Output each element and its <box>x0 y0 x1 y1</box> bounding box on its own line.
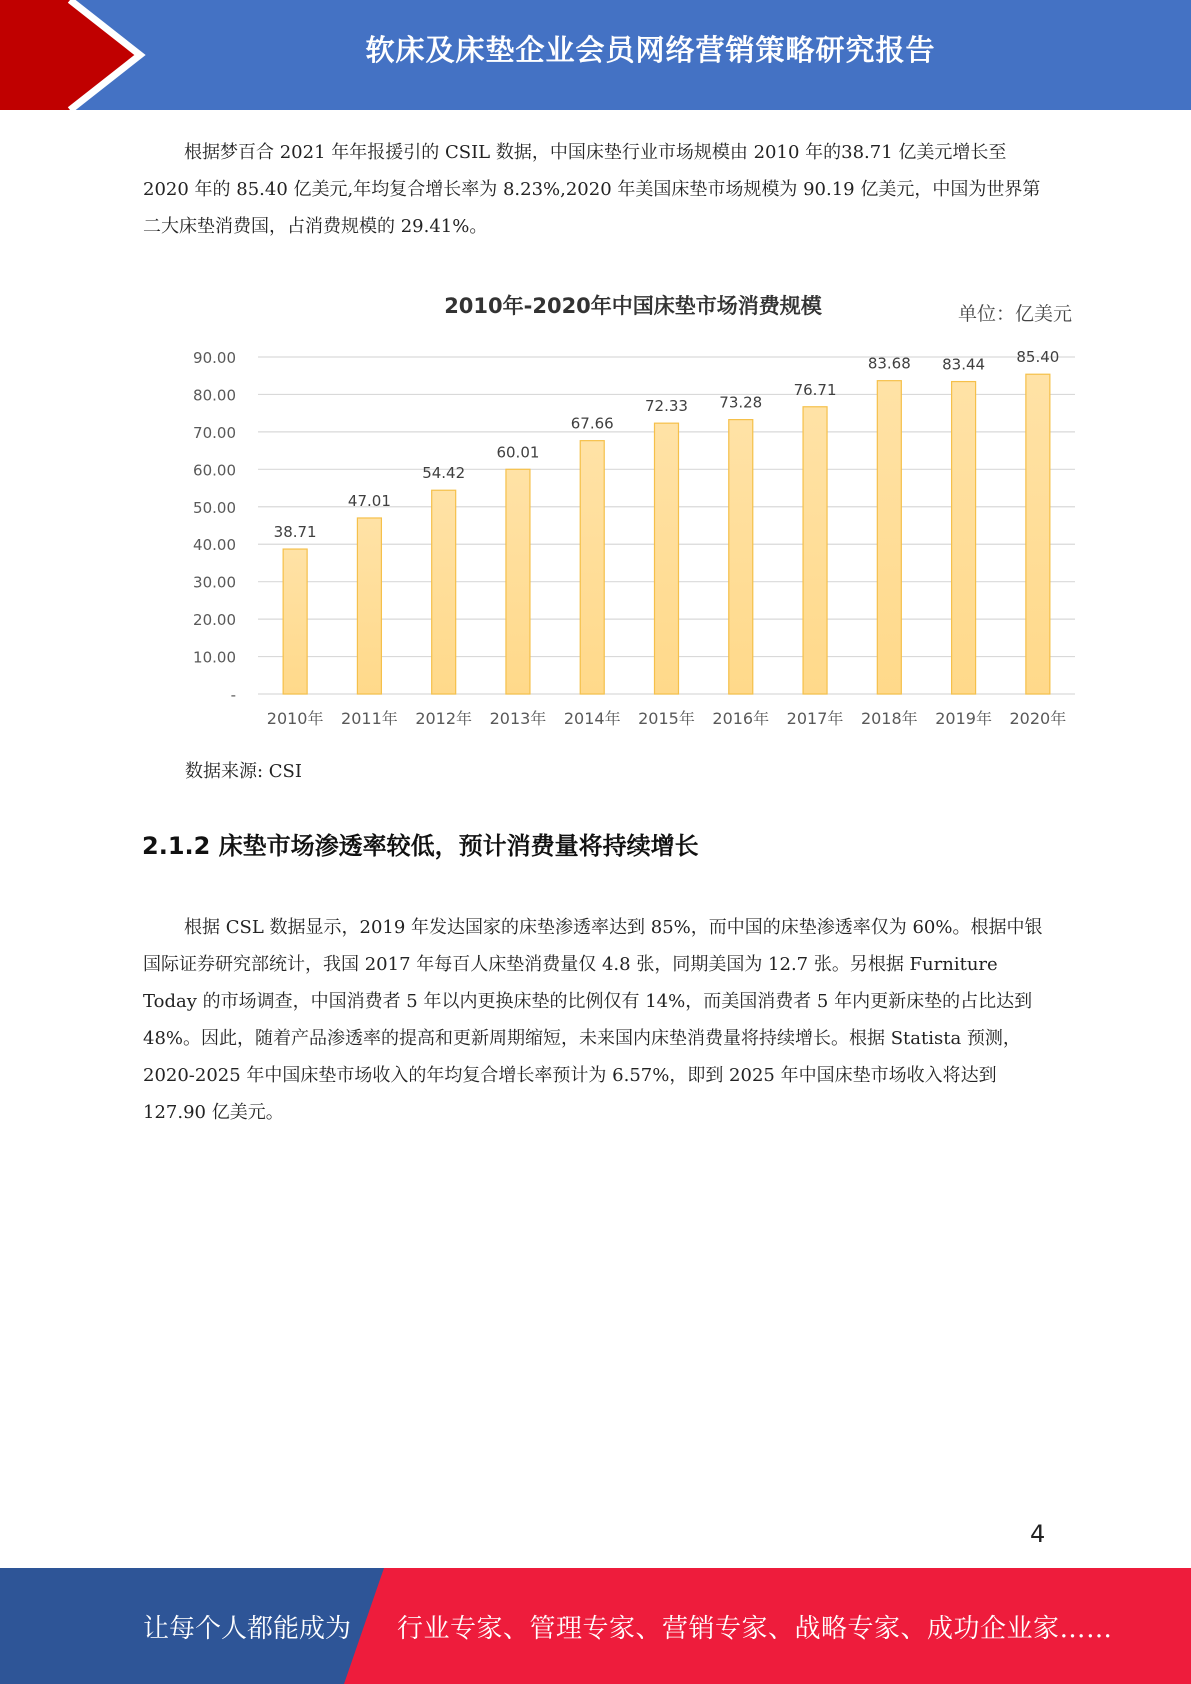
x-tick-label: 2016年 <box>712 709 770 728</box>
y-tick-label: 50.00 <box>193 498 236 517</box>
x-tick-label: 2020年 <box>1009 709 1067 728</box>
bar-2016年 <box>729 420 753 694</box>
chart-x-axis-ticks <box>267 709 1066 728</box>
y-tick-label: - <box>230 686 236 704</box>
chart-unit-label: 单位：亿美元 <box>957 303 1072 325</box>
x-tick-label: 2011年 <box>341 709 398 728</box>
footer-slogan-left: 让每个人都能成为 <box>143 1614 352 1644</box>
y-tick-label: 90.00 <box>193 349 236 367</box>
x-tick-label: 2012年 <box>415 709 473 728</box>
data-source-note: 数据来源: CSI <box>185 761 302 782</box>
data-label: 38.71 <box>273 523 317 542</box>
section-paragraph: 根据 CSL 数据显示，2019 年发达国家的床垫渗透率达到 85%，而中国的床垫渗透率仅为 60%。根据中银国际证券研究部统计，我国 2017 年每百人床垫消费量仅 4.8 张，同期美国为 12.7 张。另根据 Furniture Today 的市场调查，中国消费者 5 年以内更换床垫的比例仅有 14%，而美国消费者 5 年内更新床垫的占比达到 48%。因此，随着产品渗透率的提高和更新周期缩短，未来国内床垫消费量将持续增长。根据 Statista 预测，2020-2025 年中国床垫市场收入的年均复合增长率预计为 6.57%，即到 2025 年中国床垫市场收入将达到 127.90 亿美元。 <box>143 917 1043 1123</box>
x-tick-label: 2019年 <box>935 709 992 728</box>
data-label: 83.68 <box>867 354 911 373</box>
x-tick-label: 2018年 <box>860 709 918 728</box>
header-red-chevron <box>0 0 140 110</box>
chart-y-axis-ticks <box>193 349 236 704</box>
x-tick-label: 2013年 <box>489 709 547 728</box>
bar-2018年 <box>877 381 901 694</box>
data-label: 67.66 <box>570 414 614 433</box>
header-title: 软床及床垫企业会员网络营销策略研究报告 <box>365 33 936 67</box>
header-chevron-graphic <box>0 0 160 110</box>
chart-bars <box>283 374 1050 694</box>
bar-2010年 <box>283 549 307 694</box>
section-paragraph-block <box>143 909 1048 1131</box>
y-tick-label: 10.00 <box>193 648 236 667</box>
data-label: 60.01 <box>496 443 540 462</box>
data-label: 54.42 <box>422 464 466 483</box>
data-label: 76.71 <box>793 380 837 399</box>
data-label: 73.28 <box>719 393 763 412</box>
bar-2017年 <box>803 407 827 694</box>
chart-title: 2010年-2020年中国床垫市场消费规模 <box>444 294 822 318</box>
y-tick-label: 80.00 <box>193 386 236 405</box>
y-tick-label: 20.00 <box>193 611 236 630</box>
intro-paragraph: 根据梦百合 2021 年年报援引的 CSIL 数据，中国床垫行业市场规模由 2010 年的38.71 亿美元增长至 2020 年的 85.40 亿美元,年均复合增长率为 8.23%,2020 年美国床垫市场规模为 90.19 亿美元，中国为世界第二大床垫消费国，占消费规模的 29.41%。 <box>143 142 1041 237</box>
footer-slogan-right: 行业专家、管理专家、营销专家、战略专家、成功企业家…… <box>397 1614 1113 1644</box>
section-heading: 2.1.2 床垫市场渗透率较低，预计消费量将持续增长 <box>142 832 699 860</box>
y-tick-label: 70.00 <box>193 423 236 442</box>
bar-2011年 <box>357 518 381 694</box>
bar-2012年 <box>432 490 456 694</box>
y-tick-label: 30.00 <box>193 573 236 592</box>
y-tick-label: 40.00 <box>193 536 236 555</box>
data-label: 85.40 <box>1016 348 1060 367</box>
page-footer <box>0 1568 1191 1684</box>
bar-2019年 <box>952 382 976 694</box>
bar-2015年 <box>655 423 679 694</box>
y-tick-label: 60.00 <box>193 461 236 480</box>
intro-paragraph-block <box>143 134 1048 245</box>
bar-2014年 <box>580 441 604 694</box>
x-tick-label: 2014年 <box>563 709 621 728</box>
page-header <box>0 0 1191 110</box>
x-tick-label: 2015年 <box>638 709 695 728</box>
data-label: 47.01 <box>347 491 391 510</box>
x-tick-label: 2017年 <box>786 709 844 728</box>
data-label: 72.33 <box>645 397 688 416</box>
bar-2013年 <box>506 469 530 694</box>
page-number: 4 <box>1030 1520 1046 1548</box>
data-label: 83.44 <box>942 355 986 374</box>
market-size-bar-chart <box>170 290 1090 740</box>
bar-2020年 <box>1026 374 1050 694</box>
x-tick-label: 2010年 <box>266 709 324 728</box>
